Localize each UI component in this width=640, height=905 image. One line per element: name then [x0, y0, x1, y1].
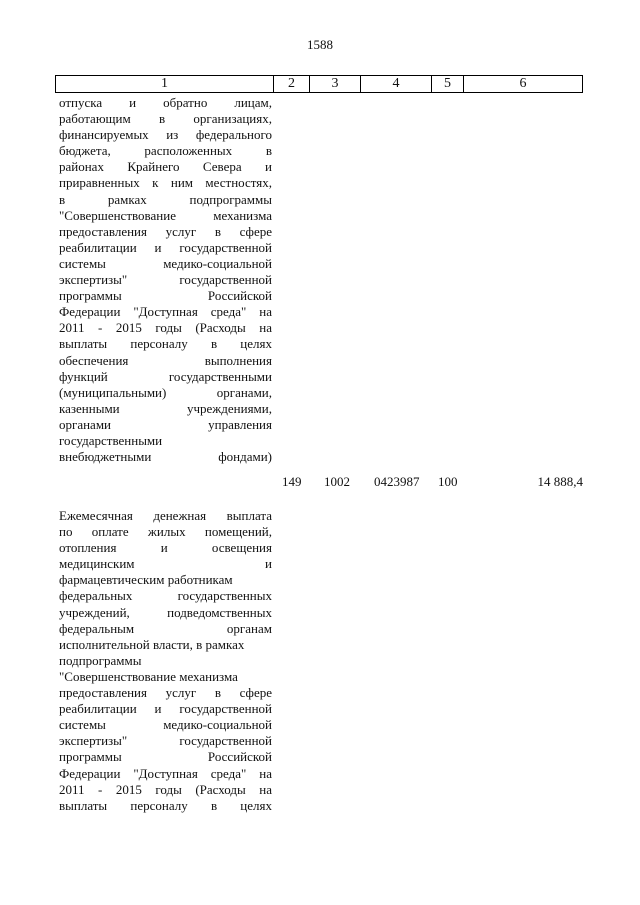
column-header-3: 3 [310, 76, 361, 93]
description-line: учреждений, подведомственных [59, 604, 272, 620]
cell-amount: 14 888,4 [537, 474, 583, 489]
description-line: медицинским и [59, 556, 272, 572]
description-line: работающим в организациях, [59, 111, 272, 127]
description-line: выплаты персоналу в целях [59, 797, 272, 813]
description-line: "Совершенствование механизма [59, 668, 238, 684]
description-line: системы медико-социальной [59, 255, 272, 271]
description-line: выплаты персоналу в целях [59, 336, 272, 352]
description-line: по оплате жилых помещений, [59, 524, 272, 540]
description-line: отпуска и обратно лицам, [59, 95, 272, 110]
description-line: предоставления услуг в сфере [59, 685, 272, 701]
description-line: 2011 - 2015 годы (Расходы на [59, 320, 272, 336]
cell-target-code: 0423987 [374, 474, 420, 489]
description-line: обеспечения выполнения [59, 352, 272, 368]
description-line: экспертизы" государственной [59, 733, 272, 749]
description-line: внебюджетными фондами) [59, 449, 272, 465]
column-header-4: 4 [361, 76, 432, 93]
description-line: функций государственными [59, 368, 272, 384]
column-header-1: 1 [56, 76, 274, 93]
cell-expense-type: 100 [438, 474, 458, 489]
description-line: в рамках подпрограммы [59, 191, 272, 207]
description-line: фармацевтическим работникам [59, 572, 233, 588]
column-header-table [55, 75, 583, 93]
description-line: программы Российской [59, 749, 272, 765]
description-line: 2011 - 2015 годы (Расходы на [59, 781, 272, 797]
description-line: Федерации "Доступная среда" на [59, 765, 272, 781]
row-description [59, 95, 272, 465]
description-line: "Совершенствование механизма [59, 207, 272, 223]
table-row [59, 95, 589, 495]
column-header-2: 2 [274, 76, 310, 93]
description-line: исполнительной власти, в рамках [59, 636, 245, 652]
description-line: федеральным органам [59, 620, 272, 636]
description-line: районах Крайнего Севера и [59, 159, 272, 175]
description-line: Ежемесячная денежная выплата [59, 508, 272, 523]
description-line: предоставления услуг в сфере [59, 223, 272, 239]
description-line: системы медико-социальной [59, 717, 272, 733]
description-line: федеральных государственных [59, 588, 272, 604]
description-line: подпрограммы [59, 652, 142, 668]
description-line: казенными учреждениями, [59, 400, 272, 416]
column-header-row [56, 76, 583, 93]
description-line: реабилитации и государственной [59, 701, 272, 717]
page-number: 1588 [307, 37, 333, 52]
description-line: финансируемых из федерального [59, 127, 272, 143]
description-line: реабилитации и государственной [59, 239, 272, 255]
description-line: государственными [59, 432, 163, 448]
description-line: Федерации "Доступная среда" на [59, 304, 272, 320]
description-line: бюджета, расположенных в [59, 143, 272, 159]
description-line: программы Российской [59, 288, 272, 304]
description-line: органами управления [59, 416, 272, 432]
description-line: (муниципальными) органами, [59, 384, 272, 400]
cell-section-code: 1002 [324, 474, 350, 489]
column-header-5: 5 [432, 76, 464, 93]
description-line: приравненных к ним местностях, [59, 175, 272, 191]
table-row [59, 508, 589, 838]
column-header-6: 6 [464, 76, 583, 93]
description-line: отопления и освещения [59, 540, 272, 556]
cell-ministry-code: 149 [282, 474, 302, 489]
row-description [59, 508, 272, 814]
description-line: экспертизы" государственной [59, 272, 272, 288]
